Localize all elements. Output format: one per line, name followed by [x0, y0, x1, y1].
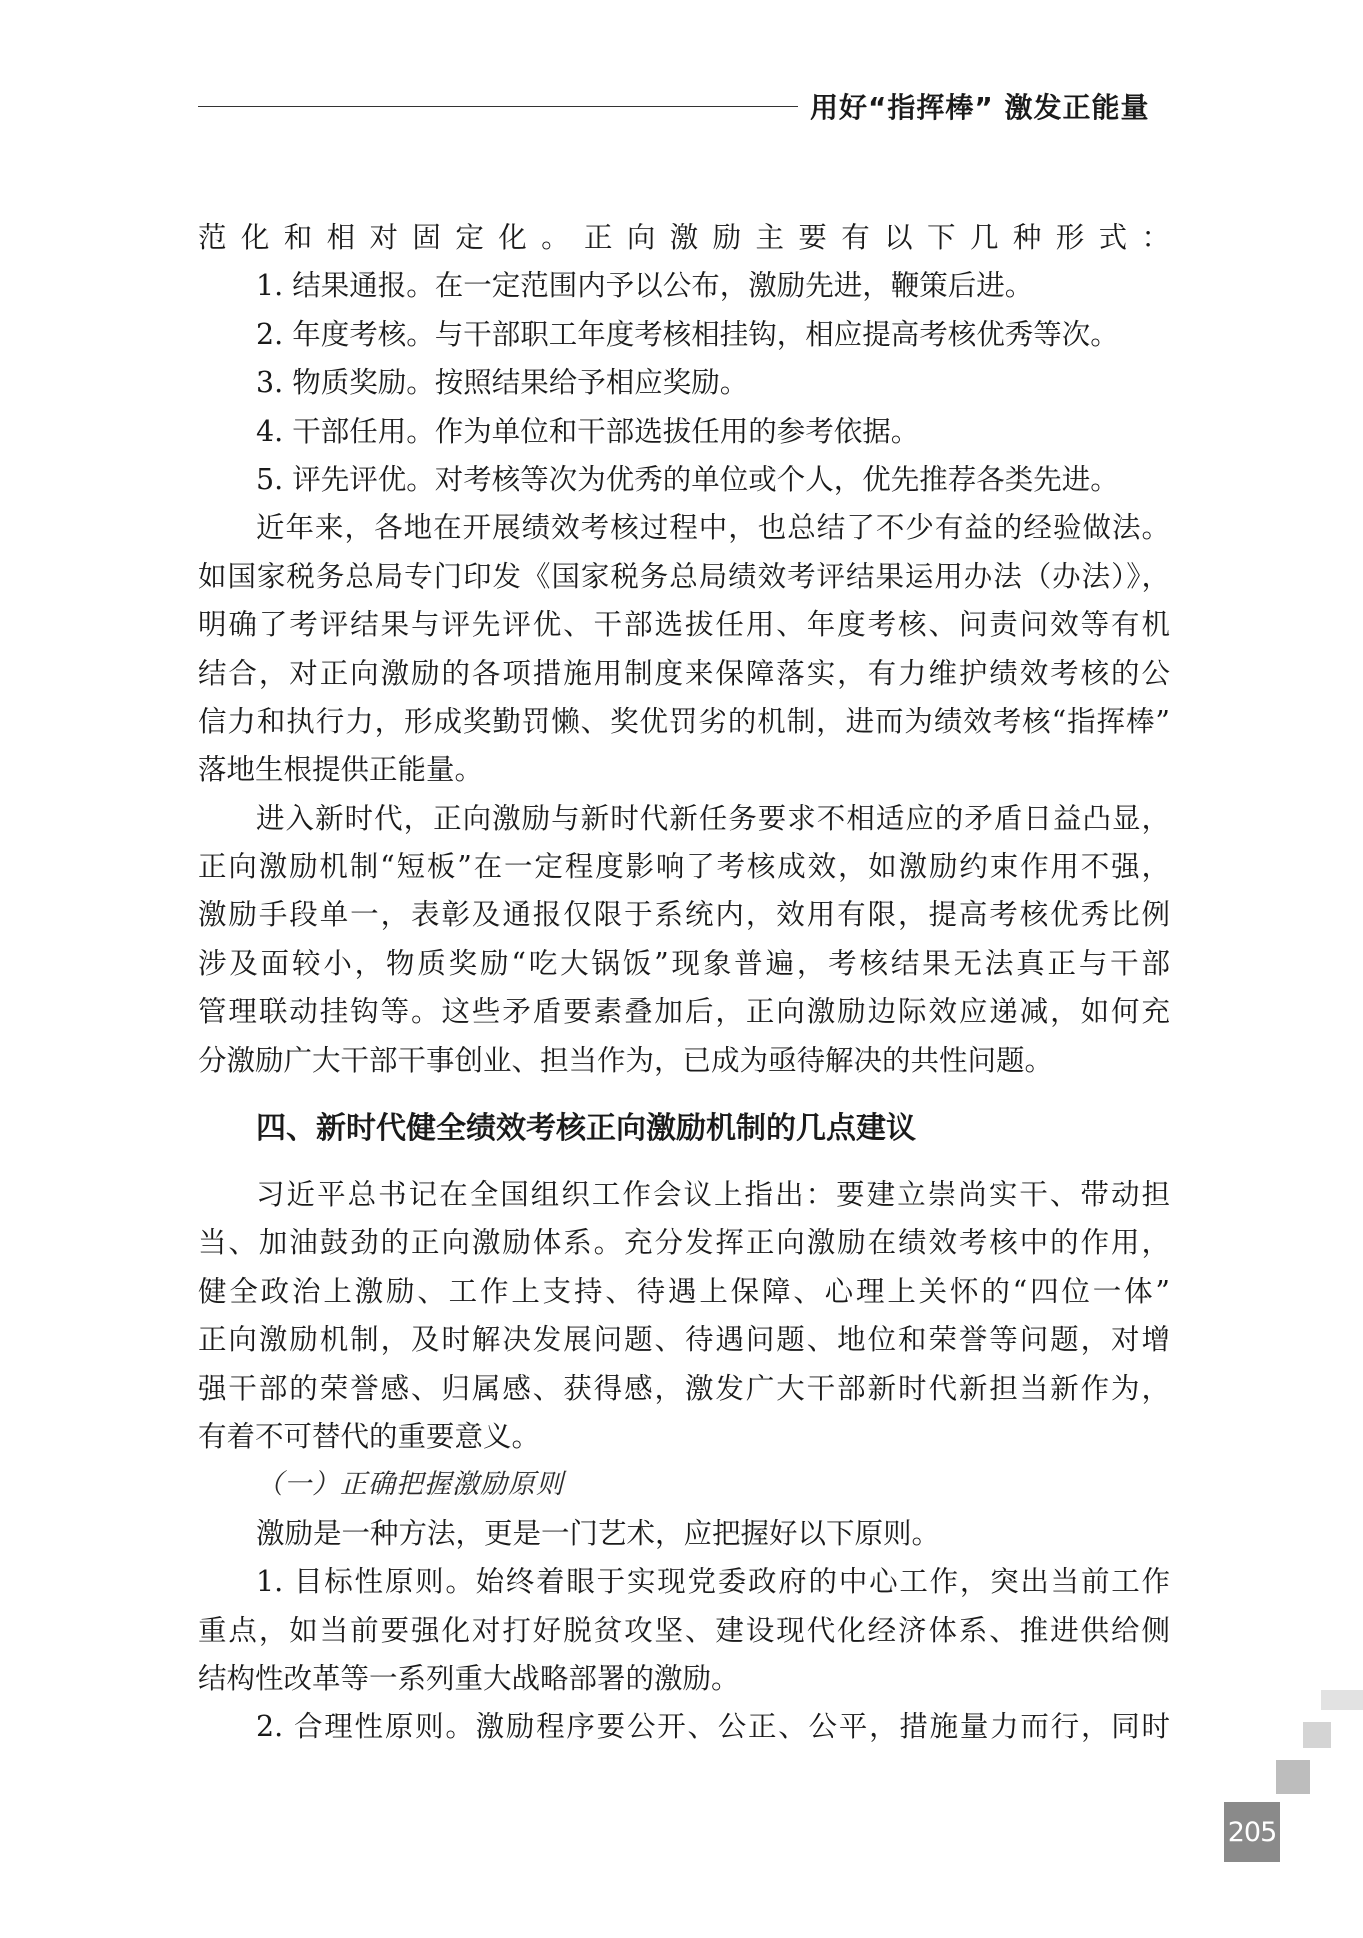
- text-line: 习近平总书记在全国组织工作会议上指出：要建立崇尚实干、带动担: [256, 1178, 1170, 1212]
- text-line: 进入新时代，正向激励与新时代新任务要求不相适应的矛盾日益凸显，: [256, 801, 1170, 835]
- text-line: 落地生根提供正能量。: [198, 753, 484, 787]
- text-line: 健全政治上激励、工作上支持、待遇上保障、心理上关怀的“四位一体”: [198, 1274, 1170, 1308]
- text-line: 结构性改革等一系列重大战略部署的激励。: [198, 1661, 740, 1695]
- page-number-badge: [1224, 1802, 1280, 1862]
- text-line: 结合，对正向激励的各项措施用制度来保障落实，有力维护绩效考核的公: [198, 656, 1170, 690]
- decorative-block: [1303, 1722, 1331, 1748]
- text-line: 2. 合理性原则。激励程序要公开、公正、公平，措施量力而行，同时: [256, 1710, 1170, 1744]
- text-line: 明确了考评结果与评先评优、干部选拔任用、年度考核、问责问效等有机: [198, 608, 1170, 642]
- list-item: 3. 物质奖励。按照结果给予相应奖励。: [256, 366, 749, 400]
- running-header-title: 用好“指挥棒” 激发正能量: [810, 91, 1150, 124]
- list-item: 1. 结果通报。在一定范围内予以公布，激励先进，鞭策后进。: [256, 269, 1034, 303]
- text-line: 正向激励机制“短板”在一定程度影响了考核成效，如激励约束作用不强，: [198, 850, 1170, 884]
- list-item: 5. 评先评优。对考核等次为优秀的单位或个人，优先推荐各类先进。: [256, 462, 1119, 496]
- text-line: 管理联动挂钩等。这些矛盾要素叠加后，正向激励边际效应递减，如何充: [198, 995, 1170, 1029]
- text-line: 范化和相对固定化。正向激励主要有以下几种形式：: [198, 221, 1170, 254]
- text-line: 激励是一种方法，更是一门艺术，应把握好以下原则。: [256, 1516, 941, 1550]
- subsection-heading: （一）正确把握激励原则: [256, 1469, 564, 1501]
- text-line: 信力和执行力，形成奖勤罚懒、奖优罚劣的机制，进而为绩效考核“指挥棒”: [198, 704, 1170, 738]
- text-line: 强干部的荣誉感、归属感、获得感，激发广大干部新时代新担当新作为，: [198, 1371, 1170, 1405]
- page-number: 205: [1227, 1816, 1277, 1848]
- list-item: 2. 年度考核。与干部职工年度考核相挂钩，相应提高考核优秀等次。: [256, 317, 1119, 351]
- text-line: 1. 目标性原则。始终着眼于实现党委政府的中心工作，突出当前工作: [256, 1565, 1170, 1599]
- page-body: [198, 214, 1170, 1752]
- decorative-block: [1321, 1690, 1363, 1710]
- text-line: 分激励广大干部干事创业、担当作为，已成为亟待解决的共性问题。: [198, 1043, 1054, 1077]
- text-line: 如国家税务总局专门印发《国家税务总局绩效考评结果运用办法（办法）》，: [198, 559, 1170, 593]
- list-item: 4. 干部任用。作为单位和干部选拔任用的参考依据。: [256, 414, 920, 448]
- text-line: 正向激励机制，及时解决发展问题、待遇问题、地位和荣誉等问题，对增: [198, 1323, 1170, 1357]
- text-line: 当、加油鼓劲的正向激励体系。充分发挥正向激励在绩效考核中的作用，: [198, 1226, 1170, 1260]
- header-rule: [198, 106, 798, 107]
- decorative-block: [1276, 1760, 1310, 1794]
- text-line: 重点，如当前要强化对打好脱贫攻坚、建设现代化经济体系、推进供给侧: [198, 1613, 1170, 1647]
- section-heading: 四、新时代健全绩效考核正向激励机制的几点建议: [256, 1111, 916, 1147]
- text-line: 近年来，各地在开展绩效考核过程中，也总结了不少有益的经验做法。: [256, 511, 1170, 545]
- text-line: 有着不可替代的重要意义。: [198, 1419, 541, 1453]
- text-line: 激励手段单一，表彰及通报仅限于系统内，效用有限，提高考核优秀比例: [198, 898, 1170, 932]
- text-line: 涉及面较小，物质奖励“吃大锅饭”现象普遍，考核结果无法真正与干部: [198, 946, 1170, 980]
